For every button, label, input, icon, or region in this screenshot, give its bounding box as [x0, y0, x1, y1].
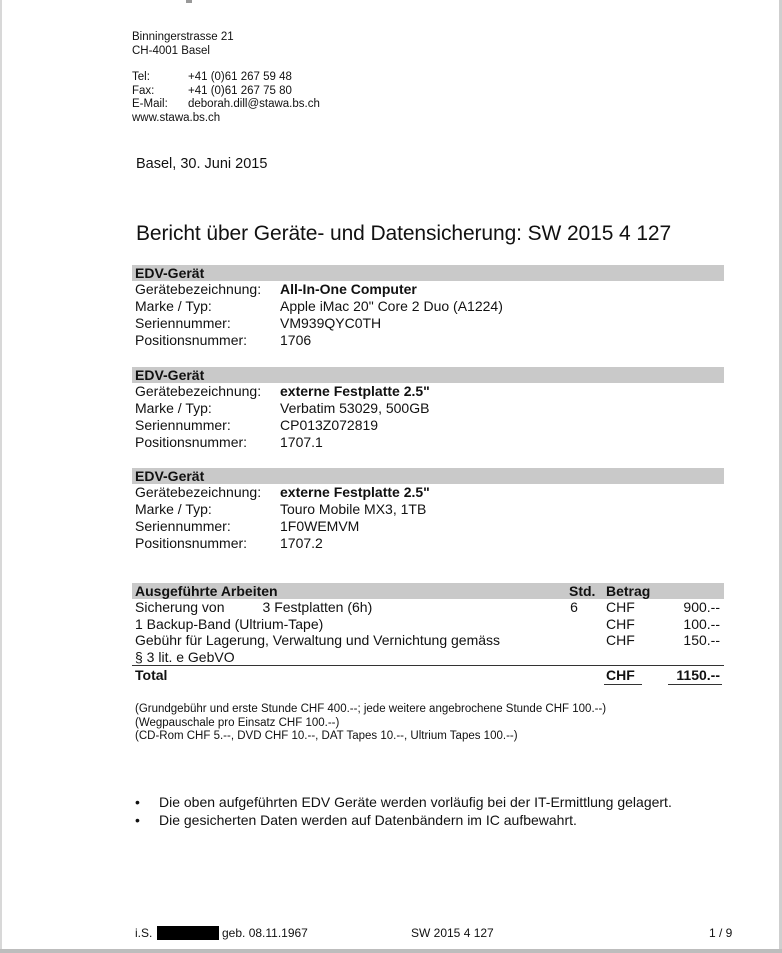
header-desc: Ausgeführte Arbeiten — [135, 583, 278, 599]
contact-label: Tel: — [132, 71, 150, 83]
footer-prefix: i.S. — [135, 926, 153, 940]
list-item — [133, 794, 672, 812]
field-value: externe Festplatte 2.5" — [280, 383, 430, 399]
footer-birthdate: geb. 08.11.1967 — [222, 926, 308, 940]
page-edge-bottom — [0, 949, 782, 953]
row-amount: 900.-- — [683, 599, 720, 615]
device-section — [132, 265, 724, 349]
device-field — [132, 518, 724, 535]
device-field — [132, 535, 724, 552]
contact-value: +41 (0)61 267 59 48 — [188, 71, 292, 83]
field-value: Verbatim 53029, 500GB — [280, 400, 430, 416]
device-section-header: EDV-Gerät — [132, 265, 724, 281]
device-field — [132, 484, 724, 501]
sender-website: www.stawa.bs.ch — [132, 111, 221, 124]
sender-street: Binningerstrasse 21 — [132, 31, 234, 43]
document-title: Bericht über Geräte- und Datensicherung: SW 2015 4 127 — [136, 222, 672, 245]
page-edge-left — [0, 0, 2, 953]
header-std: Std. — [569, 583, 596, 599]
field-value: All-In-One Computer — [280, 281, 417, 297]
page-number: 1 / 9 — [709, 926, 733, 940]
work-table-header — [132, 583, 724, 599]
contact-value: deborah.dill@stawa.bs.ch — [188, 98, 320, 110]
field-label: Marke / Typ: — [135, 298, 212, 314]
row-desc: Gebühr für Lagerung, Verwaltung und Vernichtung gemäss — [135, 632, 501, 648]
device-field — [132, 281, 724, 298]
field-value: 1F0WEMVM — [280, 518, 360, 534]
note-line: (CD-Rom CHF 5.--, DVD CHF 10.--, DAT Tapes 10.--, Ultrium Tapes 100.--) — [135, 730, 518, 742]
row-currency: CHF — [606, 632, 635, 648]
field-value: Apple iMac 20" Core 2 Duo (A1224) — [280, 298, 503, 314]
field-label: Seriennummer: — [135, 518, 231, 534]
work-table — [132, 583, 724, 684]
field-value: Touro Mobile MX3, 1TB — [280, 501, 427, 517]
field-label: Positionsnummer: — [135, 535, 248, 551]
field-label: Positionsnummer: — [135, 434, 248, 450]
field-value: 1706 — [280, 332, 312, 348]
device-field — [132, 332, 724, 349]
device-field — [132, 383, 724, 400]
device-field — [132, 501, 724, 518]
row-currency: CHF — [606, 599, 635, 615]
header-amount: Betrag — [606, 583, 651, 599]
total-amount: 1150.-- — [676, 667, 720, 683]
bullet-icon: • — [135, 811, 140, 828]
device-field — [132, 417, 724, 434]
contact-label: E-Mail: — [132, 98, 168, 110]
page-footer — [0, 925, 782, 941]
field-label: Gerätebezeichnung: — [135, 383, 262, 399]
bullet-text: Die oben aufgeführten EDV Geräte werden vorläufig bei der IT-Ermittlung gelagert. — [159, 794, 672, 810]
table-row — [132, 599, 724, 616]
letterhead-fragment — [186, 0, 192, 3]
sender-address-block — [132, 31, 320, 125]
table-row — [132, 649, 724, 666]
field-label: Marke / Typ: — [135, 501, 212, 517]
list-item — [133, 812, 672, 830]
field-label: Seriennummer: — [135, 315, 231, 331]
row-desc: § 3 lit. e GebVO — [135, 648, 235, 665]
bullet-list — [133, 794, 672, 829]
device-section — [132, 468, 724, 552]
row-amount: 150.-- — [683, 632, 720, 648]
field-value: externe Festplatte 2.5" — [280, 484, 430, 500]
row-std: 6 — [570, 599, 578, 615]
field-label: Positionsnummer: — [135, 332, 248, 348]
field-label: Marke / Typ: — [135, 400, 212, 416]
device-field — [132, 434, 724, 451]
redaction-bar — [157, 926, 219, 940]
total-currency: CHF — [606, 667, 635, 683]
field-value: VM939QYC0TH — [280, 315, 382, 331]
table-row — [132, 616, 724, 633]
document-date: Basel, 30. Juni 2015 — [136, 156, 268, 172]
device-section-header: EDV-Gerät — [132, 468, 724, 484]
total-row — [132, 665, 724, 684]
contact-label: Fax: — [132, 84, 155, 97]
note-line: (Wegpauschale pro Einsatz CHF 100.--) — [135, 716, 340, 729]
field-value: CP013Z072819 — [280, 417, 379, 433]
device-section-header: EDV-Gerät — [132, 367, 724, 383]
note-line: (Grundgebühr und erste Stunde CHF 400.--; jede weitere angebrochene Stunde CHF 100.--) — [135, 703, 607, 715]
row-desc: 1 Backup-Band (Ultrium-Tape) — [135, 615, 324, 632]
bullet-text: Die gesicherten Daten werden auf Datenbändern im IC aufbewahrt. — [159, 811, 577, 828]
device-section — [132, 367, 724, 451]
notes — [135, 703, 606, 744]
contact-fax — [132, 85, 320, 99]
field-label: Gerätebezeichnung: — [135, 281, 262, 297]
row-amount: 100.-- — [683, 615, 720, 632]
total-underline — [604, 684, 642, 685]
device-field — [132, 298, 724, 315]
device-field — [132, 400, 724, 417]
total-underline — [668, 684, 722, 685]
contact-email — [132, 98, 320, 112]
device-field — [132, 315, 724, 332]
contact-value: +41 (0)61 267 75 80 — [188, 84, 292, 97]
total-label: Total — [135, 667, 168, 683]
row-desc — [135, 599, 372, 616]
contact-tel — [132, 71, 320, 85]
row-desc-a: Sicherung von — [135, 599, 225, 615]
table-row — [132, 632, 724, 649]
field-label: Gerätebezeichnung: — [135, 484, 262, 500]
bullet-icon: • — [135, 794, 140, 810]
row-desc-b: 3 Festplatten (6h) — [262, 599, 373, 615]
field-label: Seriennummer: — [135, 417, 231, 433]
footer-reference: SW 2015 4 127 — [411, 926, 494, 940]
field-value: 1707.1 — [280, 434, 323, 450]
row-currency: CHF — [606, 615, 635, 632]
field-value: 1707.2 — [280, 535, 323, 551]
sender-city: CH-4001 Basel — [132, 44, 210, 57]
